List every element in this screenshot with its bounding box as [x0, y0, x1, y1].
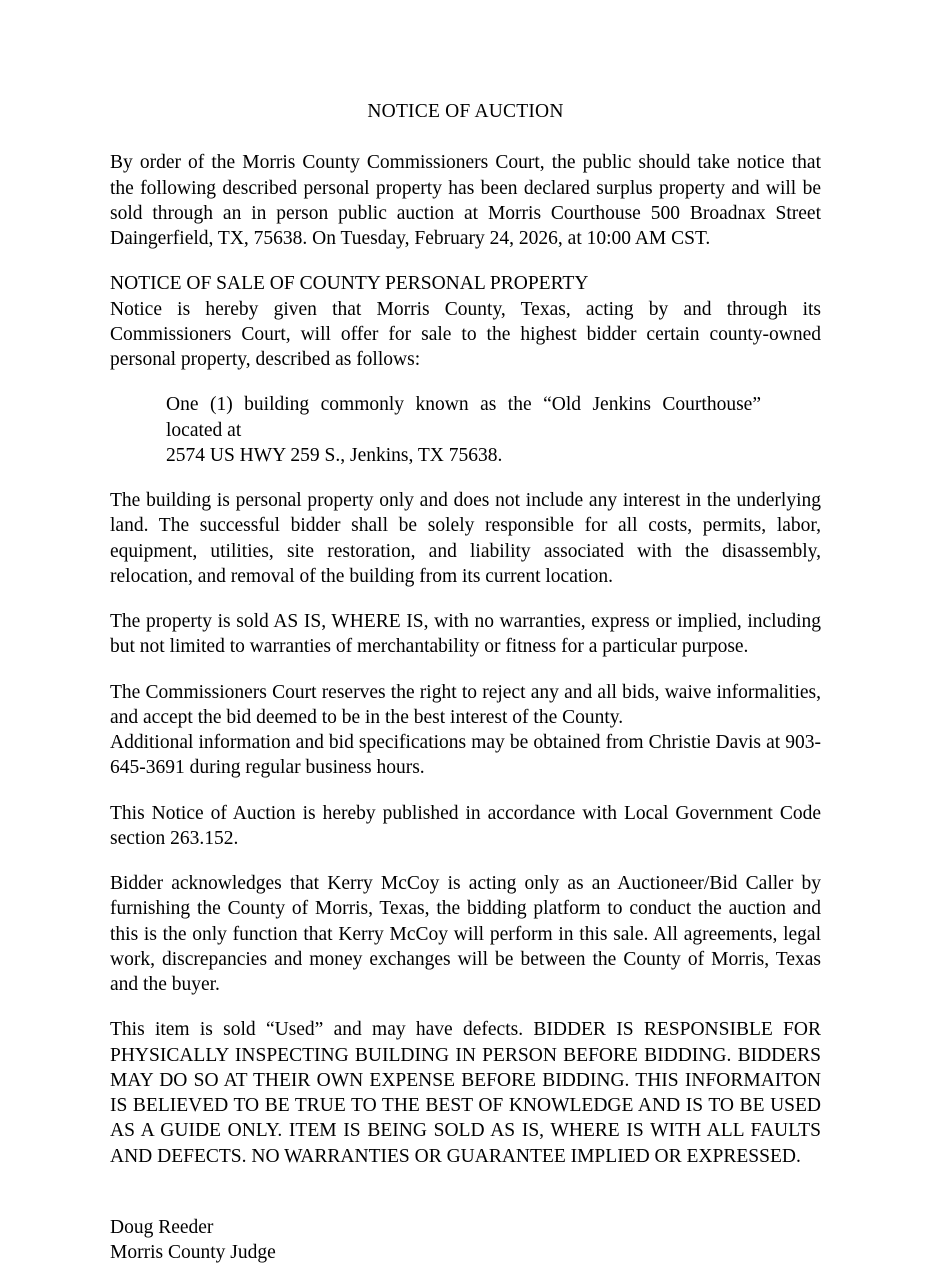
paragraph-additional-information: Additional information and bid specifications may be obtained from Christie Davis at 903-645-3691 during regular business hours. [110, 732, 821, 779]
property-description-line-1: One (1) building commonly known as the “Old Jenkins Courthouse” located at [166, 394, 761, 441]
paragraph-used-item-disclaimer: This item is sold “Used” and may have defects. BIDDER IS RESPONSIBLE FOR PHYSICALLY INSPECTING BUILDING IN PERSON BEFORE BIDDING. BIDDERS MAY DO SO AT THEIR OWN EXPENSE BEFORE BIDDING. THIS INFORMAITON IS BELIEVED TO BE TRUE TO THE BEST OF KNOWLEDGE AND IS TO BE USED AS A GUIDE ONLY. ITEM IS BEING SOLD AS IS, WHERE IS WITH ALL FAULTS AND DEFECTS. NO WARRANTIES OR GUARANTEE IMPLIED OR EXPRESSED. [110, 1019, 821, 1167]
signature-block [110, 1215, 821, 1265]
signature-title: Morris County Judge [110, 1242, 276, 1264]
paragraph-auctioneer-acknowledgement: Bidder acknowledges that Kerry McCoy is acting only as an Auctioneer/Bid Caller by furnishing the County of Morris, Texas, the bidding platform to conduct the auction and this is the only function that Kerry McCoy will perform in this sale. All agreements, legal work, discrepancies and money exchanges will be between the County of Morris, Texas and the buyer. [110, 873, 821, 996]
page-title: NOTICE OF AUCTION [367, 101, 564, 122]
property-description-line-2: 2574 US HWY 259 S., Jenkins, TX 75638. [166, 444, 503, 466]
signature-name: Doug Reeder [110, 1216, 214, 1238]
paragraph-reject-bids: The Commissioners Court reserves the right to reject any and all bids, waive informalities, and accept the bid deemed to be in the best interest of the County. [110, 681, 821, 728]
paragraph-order-notice: By order of the Morris County Commissioners Court, the public should take notice that the following described personal property has been declared surplus property and will be sold through an in person public auction at Morris Courthouse 500 Broadnax Street Daingerfield, TX, 75638. On Tuesday, February 24, 2026, at 10:00 AM CST. [110, 152, 821, 250]
paragraph-local-government-code: This Notice of Auction is hereby published in accordance with Local Government Code section 263.152. [110, 802, 821, 849]
paragraph-as-is-warranty: The property is sold AS IS, WHERE IS, with no warranties, express or implied, including but not limited to warranties of merchantability or fitness for a particular purpose. [110, 611, 821, 658]
paragraph-notice-given: Notice is hereby given that Morris County, Texas, acting by and through its Commissioners Court, will offer for sale to the highest bidder certain county-owned personal property, described as follows: [110, 298, 821, 371]
section-heading-sale-of-county-property: NOTICE OF SALE OF COUNTY PERSONAL PROPERTY [110, 273, 589, 295]
paragraph-personal-property-terms: The building is personal property only and does not include any interest in the underlying land. The successful bidder shall be solely responsible for all costs, permits, labor, equipment, utilities, site restoration, and liability associated with the disassembly, relocation, and removal of the building from its current location. [110, 490, 821, 587]
property-description-block [110, 392, 821, 468]
